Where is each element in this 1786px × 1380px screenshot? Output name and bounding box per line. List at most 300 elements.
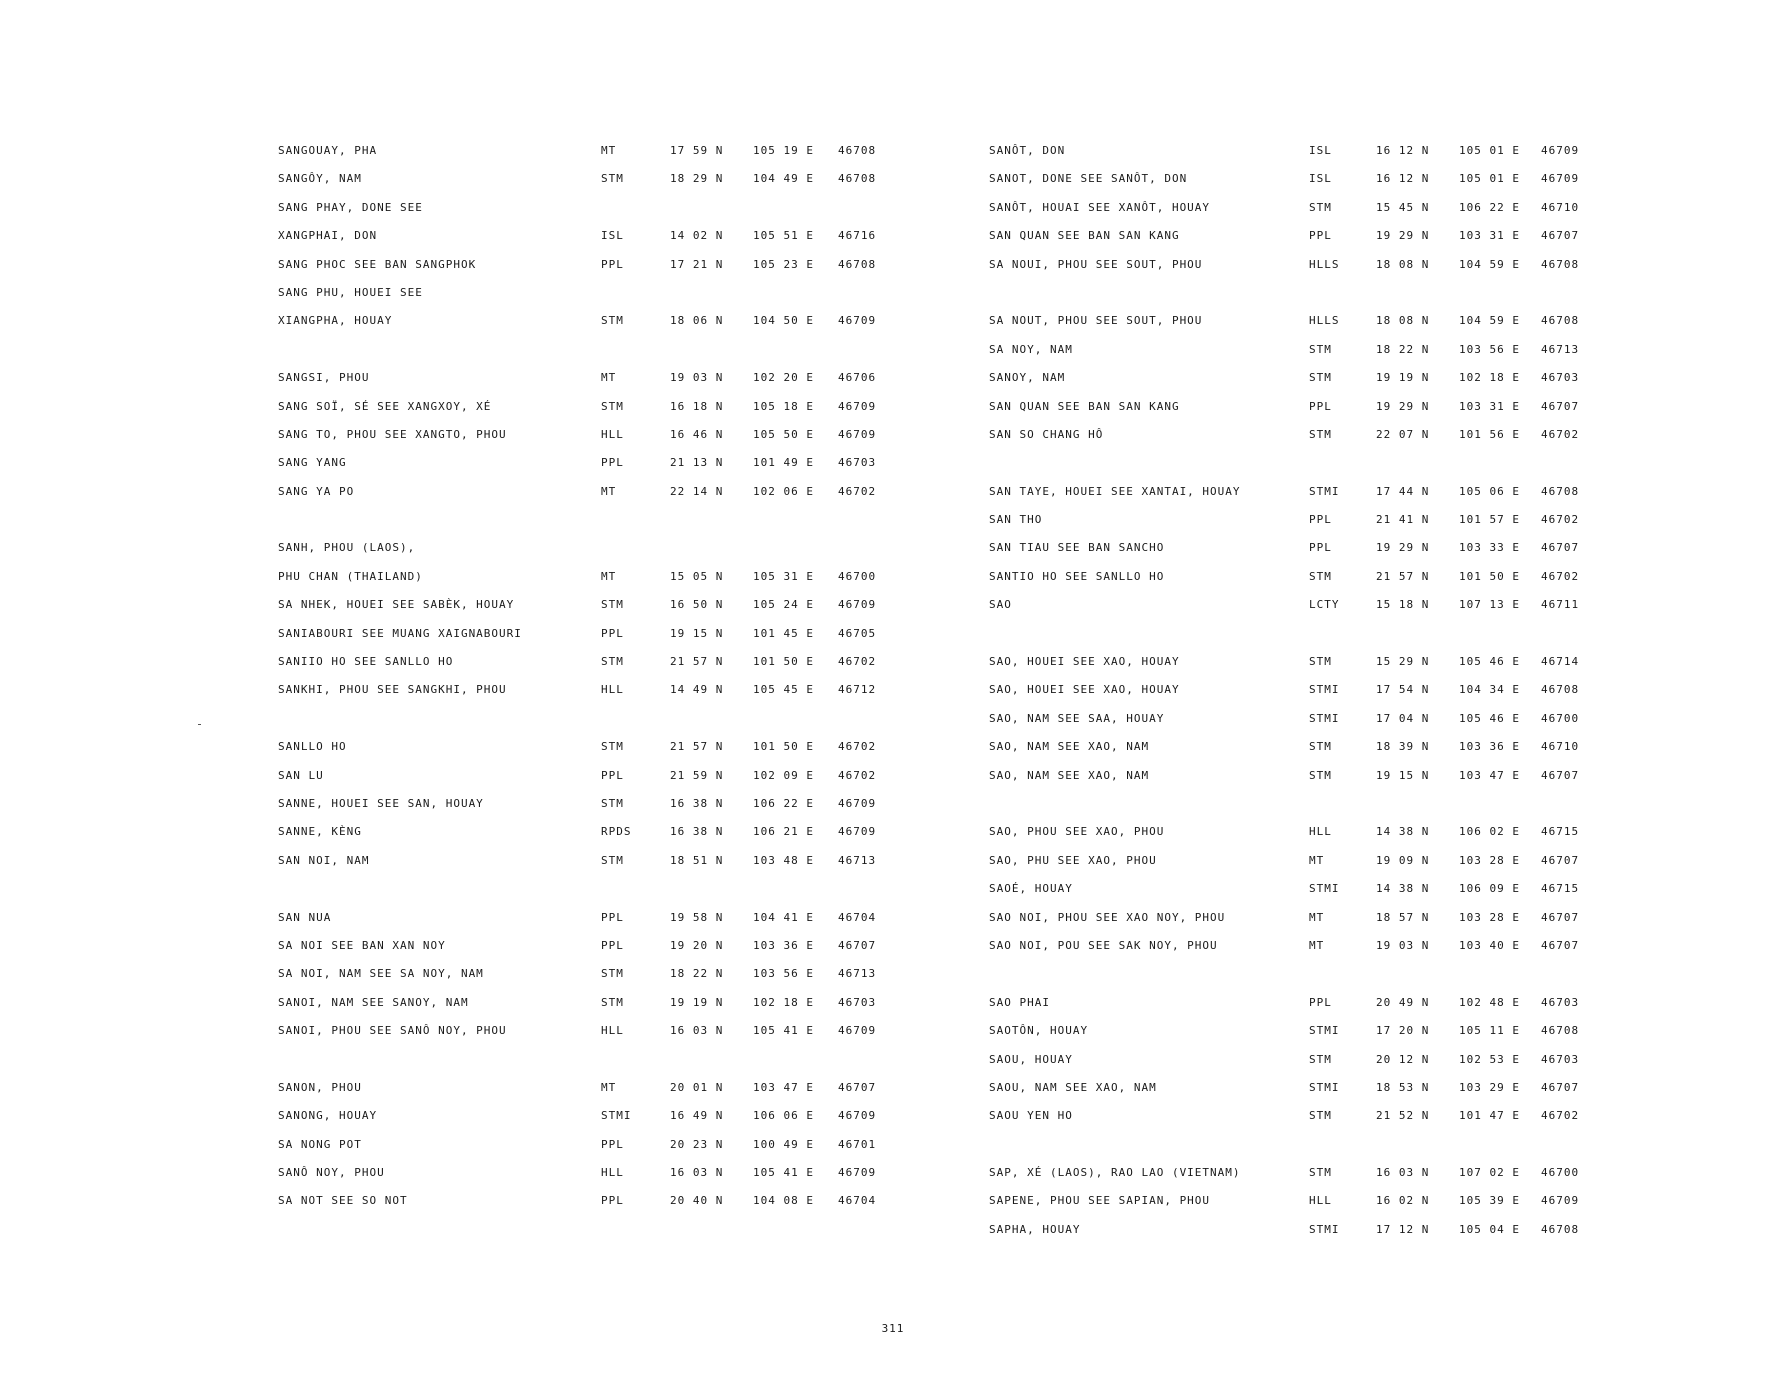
entry-row <box>278 1109 903 1137</box>
spacer-row <box>989 1138 1599 1166</box>
entry-name: SAN THO <box>989 513 1043 527</box>
entry-type: MT <box>601 484 617 498</box>
entry-name: SAN NUA <box>278 910 332 924</box>
entry-type: STM <box>1309 569 1332 583</box>
spacer-row <box>989 797 1599 825</box>
entry-name: SA NOUI, PHOU SEE SOUT, PHOU <box>989 257 1203 271</box>
entry-type: STMI <box>1309 1024 1340 1038</box>
entry-map-code: 46707 <box>1541 229 1580 243</box>
entry-map-code: 46702 <box>838 768 877 782</box>
entry-row <box>278 144 903 172</box>
entry-type: MT <box>601 1080 617 1094</box>
entry-map-code: 46714 <box>1541 655 1580 669</box>
entry-longitude: 105 18 E <box>753 399 814 413</box>
entry-latitude: 22 14 N <box>670 484 724 498</box>
entry-type: STM <box>601 740 624 754</box>
entry-row <box>989 513 1599 541</box>
entry-row <box>278 286 903 314</box>
entry-row <box>989 854 1599 882</box>
entry-row <box>989 541 1599 569</box>
entry-latitude: 19 03 N <box>1376 938 1430 952</box>
entry-name: SAN QUAN SEE BAN SAN KANG <box>989 399 1180 413</box>
entry-map-code: 46702 <box>1541 1109 1580 1123</box>
entry-map-code: 46707 <box>1541 768 1580 782</box>
entry-map-code: 46707 <box>838 938 877 952</box>
entry-longitude: 103 48 E <box>753 853 814 867</box>
entry-type: PPL <box>601 910 624 924</box>
entry-row <box>989 769 1599 797</box>
entry-longitude: 104 08 E <box>753 1194 814 1208</box>
entry-row <box>278 541 903 569</box>
entry-row <box>278 683 903 711</box>
entry-map-code: 46707 <box>1541 938 1580 952</box>
entry-row <box>278 456 903 484</box>
entry-longitude: 105 41 E <box>753 1024 814 1038</box>
entry-name: SANÔT, HOUAI SEE XANÔT, HOUAY <box>989 200 1211 214</box>
entry-latitude: 19 03 N <box>670 371 724 385</box>
entry-type: STM <box>601 853 624 867</box>
entry-map-code: 46715 <box>1541 882 1580 896</box>
entry-latitude: 19 19 N <box>1376 371 1430 385</box>
entry-longitude: 103 28 E <box>1459 910 1520 924</box>
entry-longitude: 105 23 E <box>753 257 814 271</box>
entry-name: SANGSI, PHOU <box>278 371 370 385</box>
entry-type: STM <box>601 314 624 328</box>
entry-longitude: 102 53 E <box>1459 1052 1520 1066</box>
entry-longitude: 104 41 E <box>753 910 814 924</box>
entry-name: SAPHA, HOUAY <box>989 1222 1081 1236</box>
entry-row <box>278 797 903 825</box>
entry-longitude: 104 50 E <box>753 314 814 328</box>
entry-map-code: 46701 <box>838 1137 877 1151</box>
entry-longitude: 105 19 E <box>753 144 814 157</box>
entry-type: MT <box>601 569 617 583</box>
entry-map-code: 46709 <box>838 314 877 328</box>
entry-latitude: 18 57 N <box>1376 910 1430 924</box>
entry-row <box>278 740 903 768</box>
entry-map-code: 46708 <box>1541 683 1580 697</box>
entry-longitude: 105 06 E <box>1459 484 1520 498</box>
entry-longitude: 105 46 E <box>1459 655 1520 669</box>
entry-map-code: 46703 <box>1541 1052 1580 1066</box>
entry-row <box>278 172 903 200</box>
entry-name: SAO NOI, POU SEE SAK NOY, PHOU <box>989 938 1218 952</box>
entry-latitude: 18 08 N <box>1376 314 1430 328</box>
entry-type: STM <box>1309 200 1332 214</box>
entry-map-code: 46702 <box>838 655 877 669</box>
entry-name: SANOT, DONE SEE SANÔT, DON <box>989 172 1188 186</box>
entry-latitude: 19 29 N <box>1376 399 1430 413</box>
entry-latitude: 18 53 N <box>1376 1080 1430 1094</box>
entry-type: HLL <box>1309 1194 1332 1208</box>
entry-latitude: 15 29 N <box>1376 655 1430 669</box>
entry-longitude: 101 47 E <box>1459 1109 1520 1123</box>
entry-name: PHU CHAN (THAILAND) <box>278 569 423 583</box>
entry-type: PPL <box>1309 513 1332 527</box>
entry-latitude: 17 20 N <box>1376 1024 1430 1038</box>
entry-type: STM <box>1309 1166 1332 1180</box>
entry-row <box>278 1194 903 1222</box>
entry-name: SANG SOÏ, SÉ SEE XANGXOY, XÉ <box>278 399 492 413</box>
entry-name: SA NOT SEE SO NOT <box>278 1194 408 1208</box>
entry-longitude: 107 13 E <box>1459 598 1520 612</box>
spacer-row <box>278 343 903 371</box>
entry-row <box>989 996 1599 1024</box>
entry-latitude: 19 15 N <box>670 626 724 640</box>
entry-longitude: 105 50 E <box>753 427 814 441</box>
entry-name: SAOU, HOUAY <box>989 1052 1073 1066</box>
entry-name: SAP, XÉ (LAOS), RAO LAO (VIETNAM) <box>989 1166 1241 1180</box>
entry-latitude: 17 04 N <box>1376 711 1430 725</box>
entry-type: STM <box>601 399 624 413</box>
entry-latitude: 16 12 N <box>1376 144 1430 157</box>
entry-latitude: 18 22 N <box>1376 342 1430 356</box>
entry-map-code: 46703 <box>1541 995 1580 1009</box>
entry-longitude: 106 02 E <box>1459 825 1520 839</box>
entry-name: SA NOI SEE BAN XAN NOY <box>278 938 446 952</box>
entry-longitude: 105 41 E <box>753 1166 814 1180</box>
entry-longitude: 103 29 E <box>1459 1080 1520 1094</box>
entry-type: MT <box>601 371 617 385</box>
entry-map-code: 46706 <box>838 371 877 385</box>
entry-name: SAO, PHU SEE XAO, PHOU <box>989 853 1157 867</box>
entry-name: SA NOUT, PHOU SEE SOUT, PHOU <box>989 314 1203 328</box>
entry-longitude: 104 34 E <box>1459 683 1520 697</box>
entry-row <box>989 314 1599 342</box>
entry-latitude: 17 59 N <box>670 144 724 157</box>
entry-longitude: 101 50 E <box>1459 569 1520 583</box>
entry-row <box>278 314 903 342</box>
entry-type: MT <box>1309 853 1325 867</box>
entry-type: HLLS <box>1309 314 1340 328</box>
entry-row <box>989 712 1599 740</box>
entry-row <box>989 172 1599 200</box>
entry-latitude: 21 57 N <box>670 740 724 754</box>
entry-longitude: 101 49 E <box>753 456 814 470</box>
entry-longitude: 103 36 E <box>1459 740 1520 754</box>
entry-longitude: 104 59 E <box>1459 314 1520 328</box>
entry-latitude: 17 21 N <box>670 257 724 271</box>
entry-latitude: 21 41 N <box>1376 513 1430 527</box>
entry-type: MT <box>601 144 617 157</box>
entry-map-code: 46709 <box>838 399 877 413</box>
entry-row <box>278 201 903 229</box>
entry-row <box>278 598 903 626</box>
entry-row <box>278 485 903 513</box>
entry-latitude: 16 50 N <box>670 598 724 612</box>
entry-name: XIANGPHA, HOUAY <box>278 314 393 328</box>
entry-latitude: 20 40 N <box>670 1194 724 1208</box>
entry-longitude: 105 51 E <box>753 229 814 243</box>
entry-type: PPL <box>601 257 624 271</box>
spacer-row <box>278 1053 903 1081</box>
entry-latitude: 16 38 N <box>670 796 724 810</box>
entry-map-code: 46711 <box>1541 598 1580 612</box>
entry-longitude: 102 48 E <box>1459 995 1520 1009</box>
entry-map-code: 46713 <box>838 853 877 867</box>
entry-row <box>989 882 1599 910</box>
entry-longitude: 101 50 E <box>753 655 814 669</box>
entry-name: XANGPHAI, DON <box>278 229 378 243</box>
entry-row <box>278 1166 903 1194</box>
entry-longitude: 105 11 E <box>1459 1024 1520 1038</box>
entry-map-code: 46700 <box>1541 1166 1580 1180</box>
entry-name: SA NHEK, HOUEI SEE SABÈK, HOUAY <box>278 598 515 612</box>
entry-map-code: 46702 <box>838 484 877 498</box>
entry-name: SAN SO CHANG HÔ <box>989 427 1104 441</box>
entry-latitude: 15 45 N <box>1376 200 1430 214</box>
entry-row <box>278 911 903 939</box>
entry-map-code: 46708 <box>838 144 877 157</box>
entry-latitude: 16 03 N <box>1376 1166 1430 1180</box>
entry-latitude: 18 29 N <box>670 172 724 186</box>
entry-row <box>278 769 903 797</box>
entry-map-code: 46708 <box>1541 1222 1580 1236</box>
entry-latitude: 20 49 N <box>1376 995 1430 1009</box>
entry-type: PPL <box>1309 229 1332 243</box>
entry-name: SANOI, PHOU SEE SANÔ NOY, PHOU <box>278 1024 507 1038</box>
entry-row <box>278 967 903 995</box>
entry-type: STMI <box>1309 683 1340 697</box>
entry-row <box>989 1223 1599 1251</box>
entry-type: STM <box>601 995 624 1009</box>
entry-row <box>989 683 1599 711</box>
entry-longitude: 105 45 E <box>753 683 814 697</box>
entry-map-code: 46709 <box>838 1166 877 1180</box>
entry-longitude: 103 47 E <box>753 1080 814 1094</box>
entry-longitude: 103 31 E <box>1459 229 1520 243</box>
entry-longitude: 101 50 E <box>753 740 814 754</box>
entry-map-code: 46709 <box>838 1109 877 1123</box>
entry-longitude: 101 45 E <box>753 626 814 640</box>
entry-type: STMI <box>601 1109 632 1123</box>
entry-row <box>278 655 903 683</box>
entry-latitude: 16 03 N <box>670 1024 724 1038</box>
entry-row <box>278 825 903 853</box>
entry-name: SAN TIAU SEE BAN SANCHO <box>989 541 1165 555</box>
entry-longitude: 101 57 E <box>1459 513 1520 527</box>
entry-type: HLL <box>601 427 624 441</box>
entry-row <box>989 740 1599 768</box>
entry-latitude: 16 38 N <box>670 825 724 839</box>
entry-latitude: 18 08 N <box>1376 257 1430 271</box>
entry-map-code: 46708 <box>1541 484 1580 498</box>
entry-name: SANG YA PO <box>278 484 355 498</box>
entry-latitude: 16 46 N <box>670 427 724 441</box>
entry-latitude: 19 29 N <box>1376 229 1430 243</box>
entry-name: SANON, PHOU <box>278 1080 362 1094</box>
entry-row <box>989 343 1599 371</box>
entry-type: STM <box>1309 371 1332 385</box>
entry-longitude: 103 36 E <box>753 938 814 952</box>
entry-longitude: 102 18 E <box>1459 371 1520 385</box>
entry-name: SANONG, HOUAY <box>278 1109 378 1123</box>
entry-latitude: 14 02 N <box>670 229 724 243</box>
entry-latitude: 19 29 N <box>1376 541 1430 555</box>
entry-map-code: 46707 <box>1541 910 1580 924</box>
entry-type: LCTY <box>1309 598 1340 612</box>
entry-row <box>278 1024 903 1052</box>
entry-longitude: 106 21 E <box>753 825 814 839</box>
entry-row <box>989 371 1599 399</box>
entry-name: SANGOUAY, PHA <box>278 144 378 157</box>
entry-name: SANGÔY, NAM <box>278 172 362 186</box>
entry-map-code: 46707 <box>1541 399 1580 413</box>
spacer-row <box>989 627 1599 655</box>
entry-map-code: 46709 <box>838 1024 877 1038</box>
entry-map-code: 46713 <box>1541 342 1580 356</box>
entry-map-code: 46700 <box>1541 711 1580 725</box>
entry-name: SANKHI, PHOU SEE SANGKHI, PHOU <box>278 683 507 697</box>
entry-latitude: 16 18 N <box>670 399 724 413</box>
entry-name: SAO, NAM SEE XAO, NAM <box>989 740 1150 754</box>
entry-latitude: 17 12 N <box>1376 1222 1430 1236</box>
entry-map-code: 46702 <box>838 740 877 754</box>
entry-name: SANLLO HO <box>278 740 347 754</box>
entry-row <box>989 825 1599 853</box>
entry-type: ISL <box>1309 172 1332 186</box>
entry-map-code: 46708 <box>1541 1024 1580 1038</box>
entry-type: MT <box>1309 938 1325 952</box>
entry-row <box>278 371 903 399</box>
entry-latitude: 21 57 N <box>1376 569 1430 583</box>
entry-map-code: 46704 <box>838 910 877 924</box>
entry-row <box>278 428 903 456</box>
entry-row <box>278 400 903 428</box>
entry-name: SANNE, HOUEI SEE SAN, HOUAY <box>278 796 484 810</box>
entry-longitude: 103 56 E <box>753 967 814 981</box>
entry-name: SANÔT, DON <box>989 144 1066 157</box>
entry-latitude: 14 38 N <box>1376 882 1430 896</box>
entry-type: HLLS <box>1309 257 1340 271</box>
entry-latitude: 17 54 N <box>1376 683 1430 697</box>
entry-map-code: 46710 <box>1541 200 1580 214</box>
entry-type: STM <box>1309 655 1332 669</box>
entry-name: SANOI, NAM SEE SANOY, NAM <box>278 995 469 1009</box>
entry-longitude: 102 18 E <box>753 995 814 1009</box>
entry-name: SANÔ NOY, PHOU <box>278 1166 385 1180</box>
entry-type: STMI <box>1309 1080 1340 1094</box>
entry-name: SAPENE, PHOU SEE SAPIAN, PHOU <box>989 1194 1211 1208</box>
entry-longitude: 101 56 E <box>1459 427 1520 441</box>
entry-map-code: 46712 <box>838 683 877 697</box>
entry-map-code: 46713 <box>838 967 877 981</box>
entry-latitude: 16 03 N <box>670 1166 724 1180</box>
entry-type: STM <box>1309 342 1332 356</box>
entry-name: SAO, PHOU SEE XAO, PHOU <box>989 825 1165 839</box>
entry-type: PPL <box>1309 399 1332 413</box>
entry-type: STMI <box>1309 1222 1340 1236</box>
entry-map-code: 46709 <box>838 598 877 612</box>
right-column <box>989 144 1599 1251</box>
spacer-row <box>989 286 1599 314</box>
entry-name: SANOY, NAM <box>989 371 1066 385</box>
entry-latitude: 14 49 N <box>670 683 724 697</box>
entry-latitude: 19 20 N <box>670 938 724 952</box>
entry-type: STM <box>1309 740 1332 754</box>
entry-type: HLL <box>601 683 624 697</box>
entry-longitude: 102 20 E <box>753 371 814 385</box>
entry-type: STM <box>1309 1052 1332 1066</box>
entry-name: SANIIO HO SEE SANLLO HO <box>278 655 454 669</box>
entry-row <box>989 485 1599 513</box>
entry-type: STM <box>1309 427 1332 441</box>
entry-latitude: 18 39 N <box>1376 740 1430 754</box>
entry-type: STMI <box>1309 882 1340 896</box>
entry-row <box>989 655 1599 683</box>
entry-map-code: 46709 <box>838 825 877 839</box>
entry-row <box>278 627 903 655</box>
entry-row <box>278 854 903 882</box>
entry-longitude: 105 01 E <box>1459 144 1520 157</box>
entry-latitude: 18 51 N <box>670 853 724 867</box>
entry-row <box>989 428 1599 456</box>
entry-longitude: 105 39 E <box>1459 1194 1520 1208</box>
entry-name: SA NOI, NAM SEE SA NOY, NAM <box>278 967 484 981</box>
entry-name: SAN NOI, NAM <box>278 853 370 867</box>
entry-type: HLL <box>601 1166 624 1180</box>
entry-latitude: 19 09 N <box>1376 853 1430 867</box>
entry-row <box>989 911 1599 939</box>
entry-type: ISL <box>601 229 624 243</box>
entry-latitude: 21 57 N <box>670 655 724 669</box>
entry-type: RPDS <box>601 825 632 839</box>
entry-latitude: 16 49 N <box>670 1109 724 1123</box>
entry-longitude: 103 56 E <box>1459 342 1520 356</box>
entry-row <box>989 144 1599 172</box>
entry-name: SAO NOI, PHOU SEE XAO NOY, PHOU <box>989 910 1226 924</box>
entry-row <box>278 1138 903 1166</box>
entry-longitude: 100 49 E <box>753 1137 814 1151</box>
entry-row <box>989 201 1599 229</box>
entry-type: PPL <box>601 626 624 640</box>
entry-longitude: 103 40 E <box>1459 938 1520 952</box>
entry-name: SAO, HOUEI SEE XAO, HOUAY <box>989 655 1180 669</box>
entry-longitude: 106 06 E <box>753 1109 814 1123</box>
entry-row <box>278 996 903 1024</box>
entry-map-code: 46702 <box>1541 569 1580 583</box>
entry-map-code: 46710 <box>1541 740 1580 754</box>
entry-type: PPL <box>601 456 624 470</box>
spacer-row <box>278 513 903 541</box>
entry-row <box>989 1053 1599 1081</box>
entry-latitude: 18 06 N <box>670 314 724 328</box>
entry-name: SANNE, KÈNG <box>278 825 362 839</box>
entry-map-code: 46700 <box>838 569 877 583</box>
entry-name: SA NONG POT <box>278 1137 362 1151</box>
entry-type: STM <box>601 967 624 981</box>
entry-longitude: 107 02 E <box>1459 1166 1520 1180</box>
entry-name: SAOÉ, HOUAY <box>989 882 1073 896</box>
entry-longitude: 103 28 E <box>1459 853 1520 867</box>
entry-name: SA NOY, NAM <box>989 342 1073 356</box>
spacer-row <box>989 967 1599 995</box>
entry-name: SAOU YEN HO <box>989 1109 1073 1123</box>
entry-name: SAOU, NAM SEE XAO, NAM <box>989 1080 1157 1094</box>
entry-name: SAO PHAI <box>989 995 1050 1009</box>
entry-name: SAOTÔN, HOUAY <box>989 1024 1089 1038</box>
entry-map-code: 46715 <box>1541 825 1580 839</box>
entry-name: SANG TO, PHOU SEE XANGTO, PHOU <box>278 427 507 441</box>
entry-row <box>278 570 903 598</box>
entry-name: SANG PHOC SEE BAN SANGPHOK <box>278 257 477 271</box>
entry-type: HLL <box>1309 825 1332 839</box>
entry-map-code: 46709 <box>1541 144 1580 157</box>
entry-latitude: 16 12 N <box>1376 172 1430 186</box>
entry-row <box>989 1109 1599 1137</box>
entry-longitude: 104 59 E <box>1459 257 1520 271</box>
entry-latitude: 20 01 N <box>670 1080 724 1094</box>
